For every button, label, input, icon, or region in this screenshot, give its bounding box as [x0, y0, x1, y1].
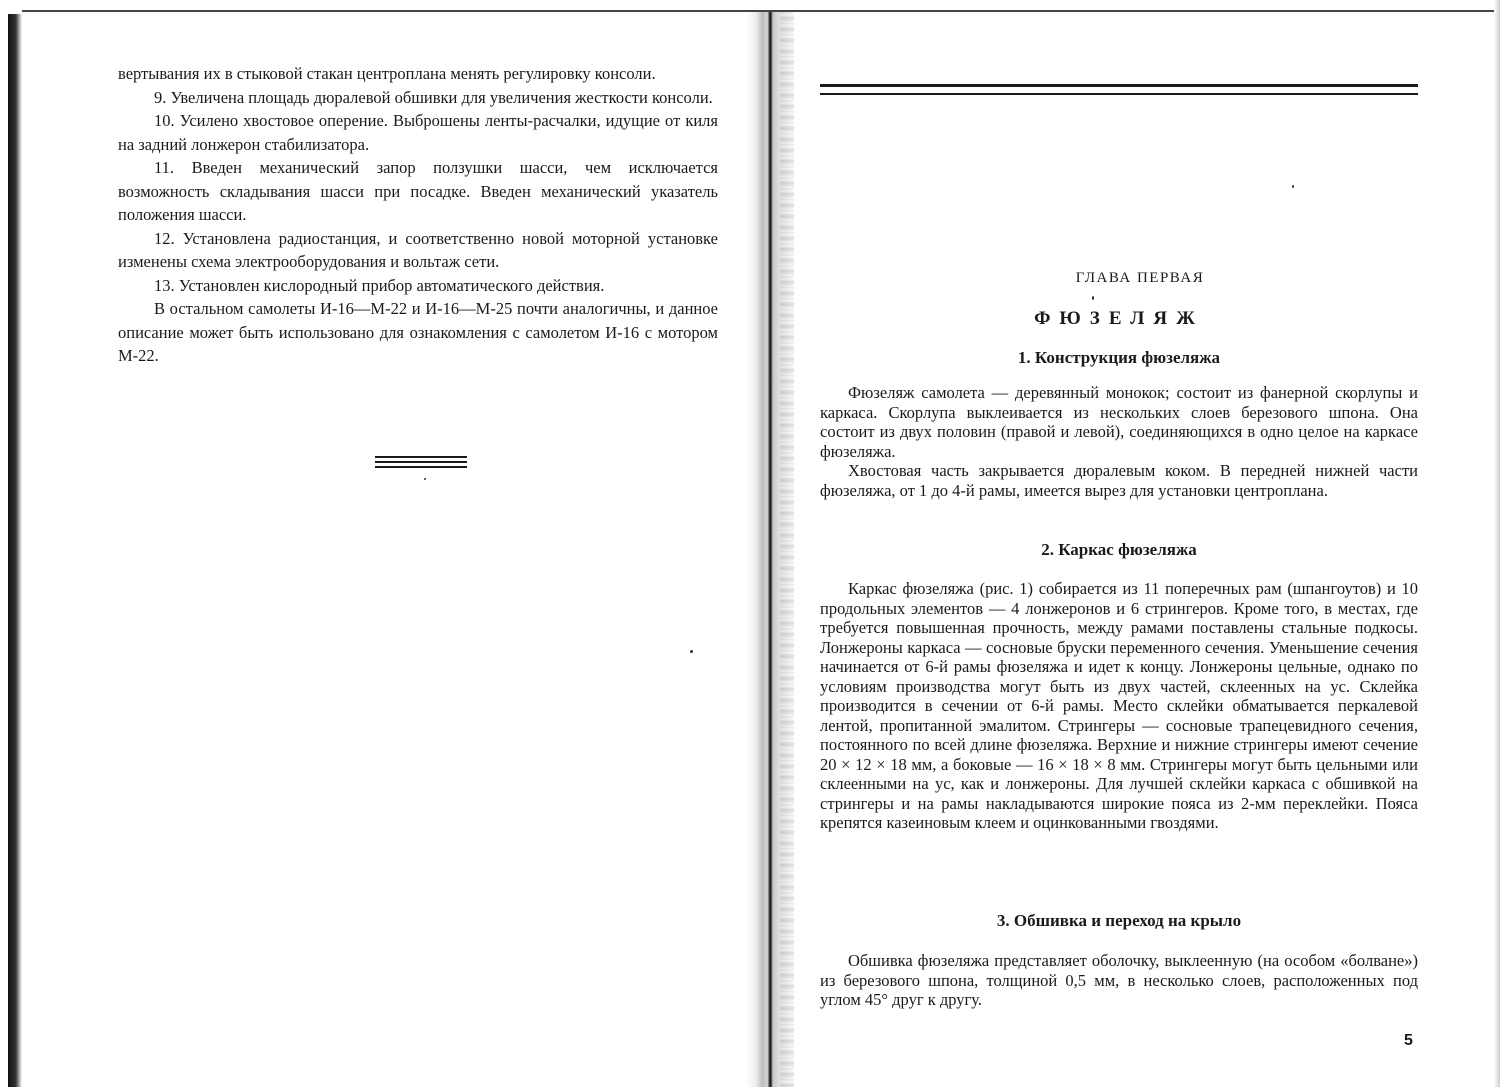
end-of-section-rule — [375, 456, 467, 468]
section-body-1 — [820, 383, 1418, 500]
scan-speck — [1092, 296, 1094, 300]
chapter-title: ФЮЗЕЛЯЖ — [1034, 308, 1204, 329]
section-1-paragraph-1: Фюзеляж самолета — деревянный монокок; состоит из фанерной скорлупы и каркаса. Скорлупа выклеивается из нескольких слоев березового шпона. Она состоит из двух половин (правой и левой), соединяющихся в одно целое на каркасе фюзеляжа. — [820, 383, 1418, 461]
section-body-2 — [820, 579, 1418, 833]
left-paragraph-2: 9. Увеличена площадь дюралевой обшивки для увеличения жесткости консоли. — [154, 87, 713, 107]
left-paragraph-1: вертывания их в стыковой стакан центроплана менять регулировку консоли. — [118, 64, 656, 83]
gutter-noise — [780, 12, 794, 1087]
scan-speck — [424, 478, 426, 480]
scan-edge-right — [1494, 0, 1500, 1087]
section-3-paragraph-1: Обшивка фюзеляжа представляет оболочку, выклеенную (на особом «болване») из березового шпона, толщиной 0,5 мм, в несколько слоев, расположенных под углом 45° друг к другу. — [820, 951, 1418, 1009]
left-paragraph-3: 10. Усилено хвостовое оперение. Выброшены ленты-расчалки, идущие от киля на задний лонжерон стабилизатора. — [118, 111, 718, 154]
scan-speck — [1292, 185, 1294, 188]
scan-speck — [690, 650, 693, 653]
section-2-paragraph-1: Каркас фюзеляжа (рис. 1) собирается из 11 поперечных рам (шпангоутов) и 10 продольных элементов — 4 лонжеронов и 6 стрингеров. Кроме того, в местах, где требуется повышенная прочность, между рамами поставлены стальные подкосы. Лонжероны каркаса — сосновые бруски переменного сечения. Уменьшение сечения начинается от 6-й рамы фюзеляжа и идет к концу. Лонжероны цельные, однако по условиям производства могут быть из двух частей, склеенных на ус. Склейка производится в сечении от 6-й рамы. Место склейки обматывается перкалевой лентой, пропитанной эмалитом. Стрингеры — сосновые трапецевидного сечения, постоянного по всей длине фюзеляжа. Верхние и нижние стрингеры имеют сечение 20 × 12 × 18 мм, а боковые — 16 × 18 × 8 мм. Стрингеры могут быть цельными или склеенными на ус, как и лонжероны. Для лучшей склейки каркаса с обшивкой на стрингеры и на рамы накладываются широкие пояса из 2-мм переклейки. Пояса крепятся казеиновым клеем и оцинкованными гвоздями. — [820, 579, 1418, 832]
left-paragraph-5: 12. Установлена радиостанция, и соответственно новой моторной установке изменены схема электрооборудования и вольтаж сети. — [118, 228, 718, 271]
section-1-paragraph-2: Хвостовая часть закрывается дюралевым коком. В передней нижней части фюзеляжа, от 1 до 4-й рамы, имеется вырез для установки центроплана. — [820, 461, 1418, 500]
section-heading-3: 3. Обшивка и переход на крыло — [996, 911, 1242, 930]
left-page — [118, 62, 718, 368]
page-number: 5 — [1404, 1032, 1413, 1049]
left-paragraph-7: В остальном самолеты И-16—М-22 и И-16—М-25 почти аналогичны, и данное описание может быть использовано для ознакомления с самолетом И-16 с мотором М-22. — [118, 299, 718, 365]
chapter-top-rule — [820, 84, 1418, 98]
section-body-3 — [820, 951, 1418, 1010]
chapter-label: ГЛАВА ПЕРВАЯ — [1075, 270, 1205, 286]
left-paragraph-4: 11. Введен механический запор ползушки шасси, чем исключается возможность складывания шасси при посадке. Введен механический указатель положения шасси. — [118, 158, 718, 224]
scan-edge-left — [8, 14, 22, 1087]
section-heading-1: 1. Конструкция фюзеляжа — [1017, 348, 1221, 367]
left-paragraph-6: 13. Установлен кислородный прибор автоматического действия. — [154, 275, 605, 295]
section-heading-2: 2. Каркас фюзеляжа — [1041, 540, 1197, 559]
